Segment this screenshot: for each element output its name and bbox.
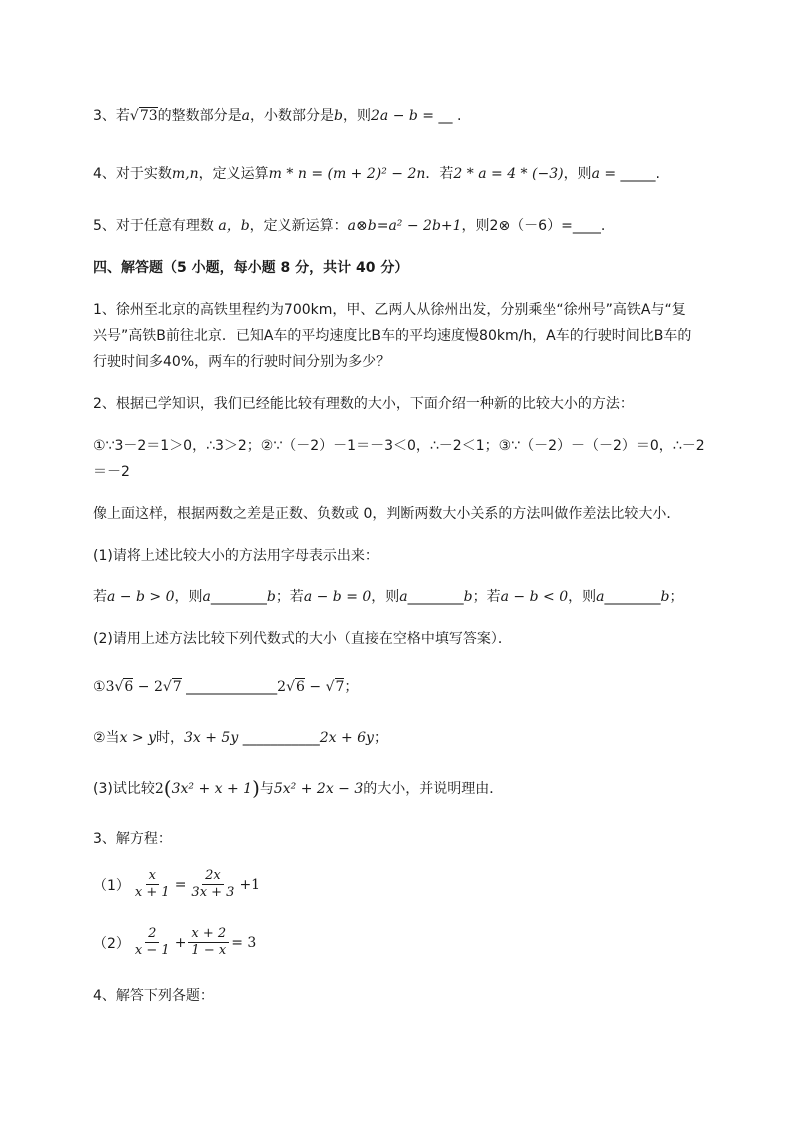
- problem-2-part-2-item-1: ①3√6 − 2√7 _____________2√6 − √7；: [93, 679, 359, 695]
- problem-2-part-2-title: (2)请用上述方法比较下列代数式的大小（直接在空格中填写答案）．: [93, 631, 512, 647]
- fraction: $\frac{x + 2}{1 - x}$: [188, 926, 229, 959]
- problem-2-part-3: (3)试比较2(3x² + x + 1)与5x² + 2x − 3的大小，并说明理由．: [93, 776, 504, 800]
- problem-2-examples: ＝－2: [93, 464, 130, 480]
- problem-2-definition: 像上面这样，根据两数之差是正数、负数或 0，判断两数大小关系的方法叫做作差法比较大小．: [93, 506, 681, 522]
- problem-2-part-2-item-2: ②当x > y时，3x + 5y ___________2x + 6y；: [93, 730, 388, 746]
- problem-1-line: 兴号”高铁B前往北京．已知A车的平均速度比B车的平均速度慢80km/h，A车的行驶时间比B车的: [93, 328, 692, 344]
- question-4: 4、对于实数m,n，定义运算m * n = (m + 2)² − 2n．若2 * a = 4 * (−3)，则a = _____.: [93, 166, 660, 182]
- question-3: 3、若√73的整数部分是a，小数部分是b，则2a − b = __ .: [93, 108, 462, 124]
- fraction: $\frac{2x}{3x + 3}$: [191, 868, 235, 900]
- answer-blank: _____________: [181, 679, 278, 695]
- equation-2: （2） $\frac{2}{x - 1}$ + $\frac{x + 2}{1 - x}$ = 3: [93, 926, 257, 958]
- problem-1-line: 行驶时间多40%，两车的行驶时间分别为多少？: [93, 354, 391, 370]
- problem-1-line: 1、徐州至北京的高铁里程约为700km，甲、乙两人从徐州出发，分别乘坐“徐州号”高铁A与“复: [93, 302, 686, 318]
- equation-1: （1） $\frac{x}{x + 1}$ = $\frac{2x}{3x + 3}$ +1: [93, 868, 261, 900]
- answer-blank: ________: [407, 589, 464, 605]
- question-5: 5、对于任意有理数 a，b，定义新运算：a⊗b=a² − 2b+1，则2⊗（－6）=____.: [93, 218, 606, 234]
- problem-2-examples: ①∵3－2＝1＞0，∴3＞2；②∵（－2）－1＝－3＜0，∴－2＜1；③∵（－2）－（－2）＝0，∴－2: [93, 438, 705, 454]
- fraction: $\frac{x}{x + 1}$: [134, 868, 170, 900]
- problem-4-title: 4、解答下列各题：: [93, 988, 214, 1004]
- answer-blank: ________: [210, 589, 267, 605]
- problem-3-title: 3、解方程：: [93, 831, 172, 847]
- sqrt-73: 73: [139, 108, 158, 124]
- answer-blank: ___________: [238, 730, 320, 746]
- answer-blank: ________: [604, 589, 661, 605]
- section-heading: 四、解答题（5 小题，每小题 8 分，共计 40 分）: [93, 260, 409, 276]
- answer-blank: __: [438, 108, 453, 124]
- problem-2-intro: 2、根据已学知识，我们已经能比较有理数的大小，下面介绍一种新的比较大小的方法：: [93, 396, 634, 412]
- problem-2-part-1-title: (1)请将上述比较大小的方法用字母表示出来：: [93, 548, 379, 564]
- problem-2-part-1-blanks: 若a − b > 0，则a________b；若a − b = 0，则a________b；若a − b < 0，则a________b；: [93, 589, 684, 605]
- answer-blank: _____: [620, 166, 656, 182]
- fraction: $\frac{2}{x - 1}$: [134, 926, 170, 958]
